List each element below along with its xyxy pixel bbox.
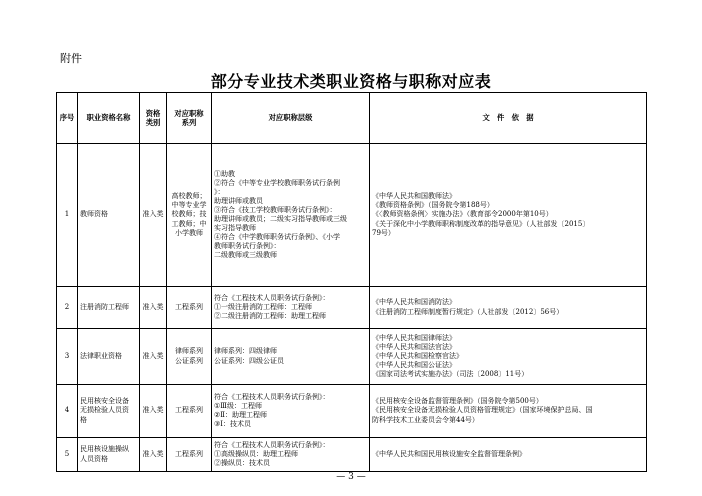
cell-level: 符合《工程技术人员职务试行条例》： ①Ⅲ级：工程师 ②Ⅱ：助理工程师 ③Ⅰ：技术员 xyxy=(212,385,370,438)
cell-basis: 《中华人民共和国民用核设施安全监督管理条例》 xyxy=(370,438,647,472)
cell-seq: 3 xyxy=(57,329,78,385)
cell-series: 高校教师； 中等专业学 校教师；技 工教师；中 小学教师 xyxy=(167,144,212,287)
header-basis: 文 件 依 据 xyxy=(370,93,647,144)
table-header-row xyxy=(57,93,647,144)
cell-name: 注册消防工程师 xyxy=(78,287,140,329)
header-seq: 序号 xyxy=(57,93,78,144)
header-series: 对应职称 系列 xyxy=(167,93,212,144)
cell-level: 符合《工程技术人员职务试行条例》： ①高级操纵员：助理工程师 ②操纵员：技术员 xyxy=(212,438,370,472)
table-row xyxy=(57,329,647,385)
table-row xyxy=(57,385,647,438)
page-number: — 3 — xyxy=(336,472,366,482)
attachment-label: 附件 xyxy=(60,52,82,65)
header-level: 对应职称层级 xyxy=(212,93,370,144)
cell-name: 民用核安全设备 无损检验人员资 格 xyxy=(78,385,140,438)
header-category: 资格 类别 xyxy=(140,93,167,144)
table-row xyxy=(57,287,647,329)
cell-series: 工程系列 xyxy=(167,385,212,438)
cell-series: 工程系列 xyxy=(167,287,212,329)
cell-series: 律师系列 公证系列 xyxy=(167,329,212,385)
cell-seq: 2 xyxy=(57,287,78,329)
cell-basis: 《中华人民共和国教师法》 《教师资格条例》（国务院令第188号） 《〈教师资格条例〉实施办法》（教育部令2000年第10号） 《关于深化中小学教师职称制度改革的指导意见》（人社部发〔2015〕 79号） xyxy=(370,144,647,287)
header-name: 职业资格名称 xyxy=(78,93,140,144)
cell-category: 准入类 xyxy=(140,144,167,287)
cell-category: 准入类 xyxy=(140,438,167,472)
table-row xyxy=(57,144,647,287)
qualification-table xyxy=(56,92,647,472)
cell-level: ①助教 ②符合《中等专业学校教师职务试行条例 》： 助理讲师或教员 ③符合《技工学校教师职务试行条例》： 助理讲师或教员；二级实习指导教师或三级 实习指导教师 ④符合《中学教师职务试行条例》、《小学 教师职务试行条例》： 二级教师或三级教师 xyxy=(212,144,370,287)
cell-name: 民用核设施操纵 人员资格 xyxy=(78,438,140,472)
cell-basis: 《民用核安全设备监督管理条例》（国务院令第500号） 《民用核安全设备无损检验人员资格管理规定》（国家环境保护总局、国 防科学技术工业委员会令第44号） xyxy=(370,385,647,438)
cell-category: 准入类 xyxy=(140,385,167,438)
cell-seq: 4 xyxy=(57,385,78,438)
cell-basis: 《中华人民共和国消防法》 《注册消防工程师制度暂行规定》（人社部发〔2012〕56号） xyxy=(370,287,647,329)
cell-basis: 《中华人民共和国律师法》 《中华人民共和国法官法》 《中华人民共和国检察官法》 《中华人民共和国公证法》 《国家司法考试实施办法》（司法〔2008〕11号） xyxy=(370,329,647,385)
cell-seq: 5 xyxy=(57,438,78,472)
cell-seq: 1 xyxy=(57,144,78,287)
cell-level: 律师系列：四级律师 公证系列：四级公证员 xyxy=(212,329,370,385)
cell-category: 准入类 xyxy=(140,329,167,385)
page-title: 部分专业技术类职业资格与职称对应表 xyxy=(210,72,492,91)
table-row xyxy=(57,438,647,472)
cell-name: 法律职业资格 xyxy=(78,329,140,385)
cell-category: 准入类 xyxy=(140,287,167,329)
cell-level: 符合《工程技术人员职务试行条例》： ①一级注册消防工程师：工程师 ②二级注册消防工程师：助理工程师 xyxy=(212,287,370,329)
cell-series: 工程系列 xyxy=(167,438,212,472)
cell-name: 教师资格 xyxy=(78,144,140,287)
